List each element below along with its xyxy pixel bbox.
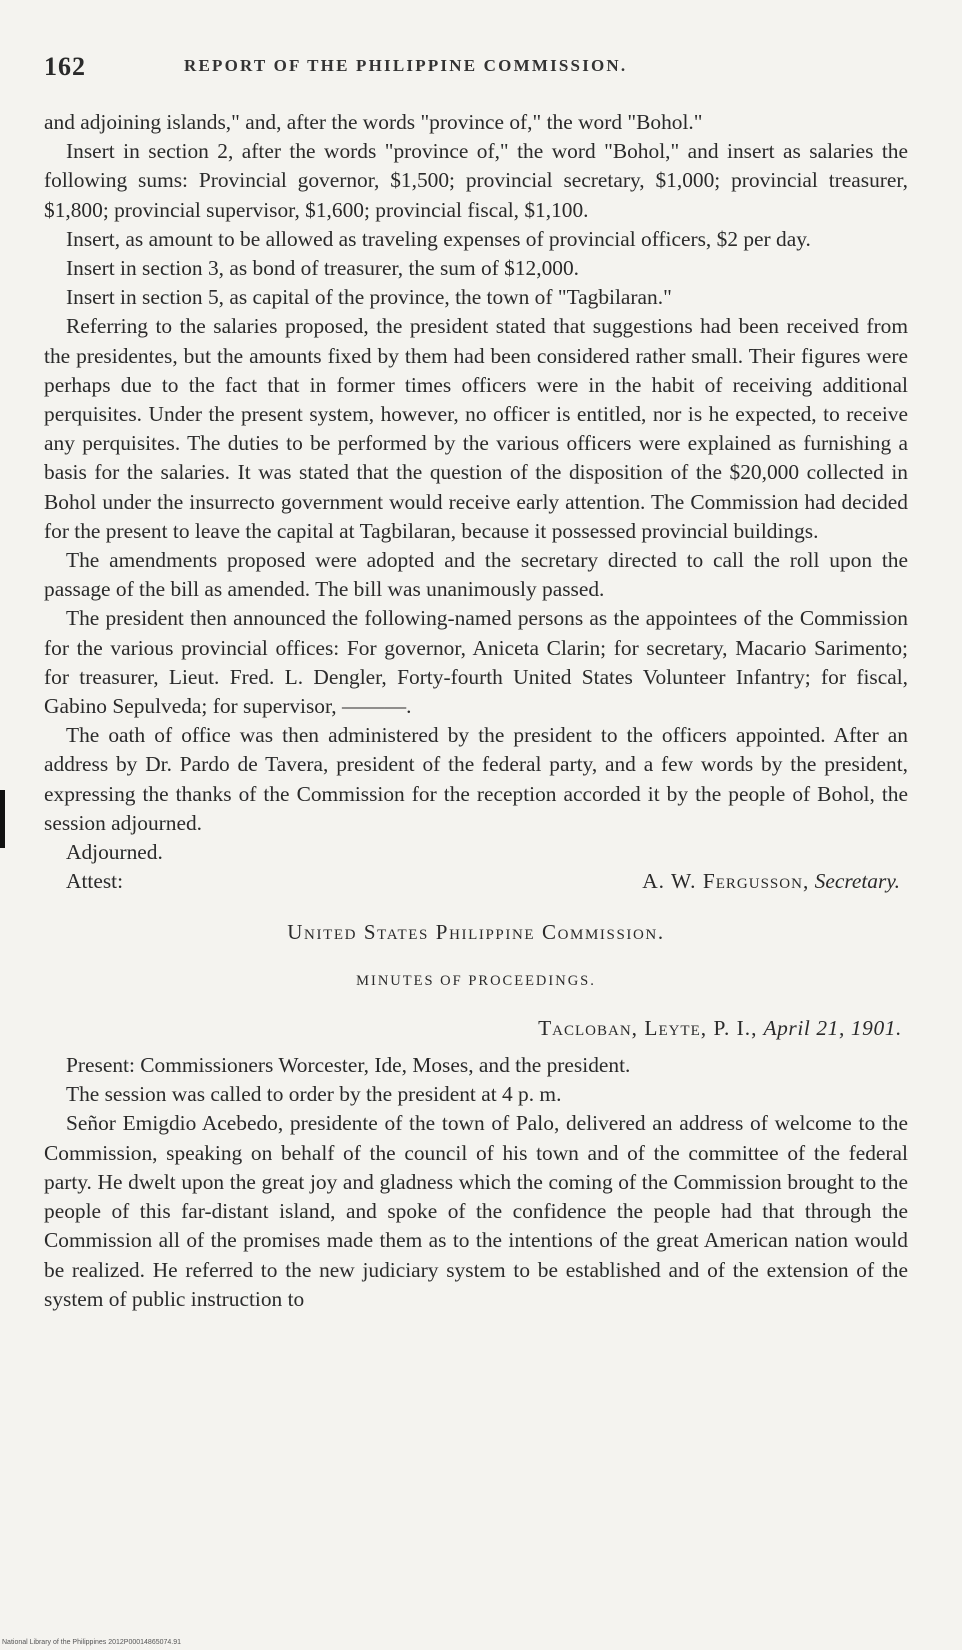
body-text-continued: [44, 1051, 908, 1314]
paragraph: Insert in section 3, as bond of treasurer, the sum of $12,000.: [66, 256, 579, 281]
scan-edge-mark: [0, 790, 5, 848]
dateline: [44, 1016, 908, 1041]
paragraph: The amendments proposed were adopted and the secretary directed to call the roll upon the passage of the bill as amended. The bill was unanimously passed.: [44, 548, 908, 602]
paragraph: Insert, as amount to be allowed as traveling expenses of provincial officers, $2 per day.: [66, 226, 811, 251]
signer-name: A. W. Fergusson,: [642, 869, 810, 894]
body-text: [44, 108, 908, 838]
page-header: [44, 38, 908, 81]
running-title: REPORT OF THE PHILIPPINE COMMISSION.: [184, 56, 628, 75]
paragraph: Referring to the salaries proposed, the president stated that suggestions had been received from the presidentes, but the amounts fixed by them had been considered rather small. Their figures were perhaps due to the fact that in former times officers were in the habit of receiving additional perquisites. Under the present system, however, no officer is entitled, nor is he expected, to receive any perquisites. The duties to be performed by the various officers were explained as furnishing a basis for the salaries. It was stated that the question of the disposition of the $20,000 collected in Bohol under the insurrecto government would receive early attention. The Commission had decided for the present to leave the capital at Tagbilaran, because it possessed provincial buildings.: [44, 314, 908, 543]
signature: [642, 867, 900, 896]
paragraph: and adjoining islands," and, after the words "province of," the word "Bohol.": [44, 110, 703, 134]
paragraph: Insert in section 5, as capital of the province, the town of "Tagbilaran.": [66, 285, 672, 310]
paragraph: Señor Emigdio Acebedo, presidente of the town of Palo, delivered an address of welcome to the Commission, speaking on behalf of the council of his town and of the committee of the federal party. He dwelt upon the great joy and gladness which the coming of the Commission brought to the people of this far-distant island, and spoke of the confidence the people had that through the Commission all of the promises made them as to the intentions of the great American nation would be realized. He referred to the new judiciary system to be established and of the extension of the system of public instruction to: [44, 1111, 908, 1311]
paragraph: The oath of office was then administered by the president to the officers appointed. After an address by Dr. Pardo de Tavera, president of the federal party, and a few words by the president, expressing the thanks of the Commission for the reception accorded it by the people of Bohol, the session adjourned.: [44, 723, 908, 835]
dateline-place: Tacloban, Leyte, P. I.,: [538, 1016, 758, 1041]
paragraph: The president then announced the following-named persons as the appointees of the Commission for the various provincial offices: For governor, Aniceta Clarin; for secretary, Macario Sarimento; for treasurer, Lieut. Fred. L. Dengler, Forty-fourth United States Volunteer Infantry; for fiscal, Gabino Sepulveda; for supervisor, ———.: [44, 606, 908, 719]
adjourned-line: Adjourned.: [66, 840, 163, 865]
section-subtitle: MINUTES OF PROCEEDINGS.: [356, 973, 596, 990]
attest-label: Attest:: [66, 869, 124, 894]
paragraph: Present: Commissioners Worcester, Ide, Moses, and the president.: [66, 1053, 631, 1078]
signer-title: Secretary.: [814, 869, 900, 894]
dateline-date: April 21, 1901.: [763, 1016, 902, 1041]
paragraph: Insert in section 2, after the words "province of," the word "Bohol," and insert as salaries the following sums: Provincial governor, $1,500; provincial secretary, $1,000; provincial treasurer, $1,800; provincial supervisor, $1,600; provincial fiscal, $1,100.: [44, 139, 908, 222]
paragraph: The session was called to order by the president at 4 p. m.: [66, 1082, 562, 1107]
document-page: [44, 38, 908, 1314]
signature-block: [44, 838, 908, 896]
page-number: 162: [44, 52, 86, 81]
footer-credit: National Library of the Philippines 2012P00014865074.91: [2, 1639, 182, 1646]
section-title: United States Philippine Commission.: [287, 920, 665, 945]
